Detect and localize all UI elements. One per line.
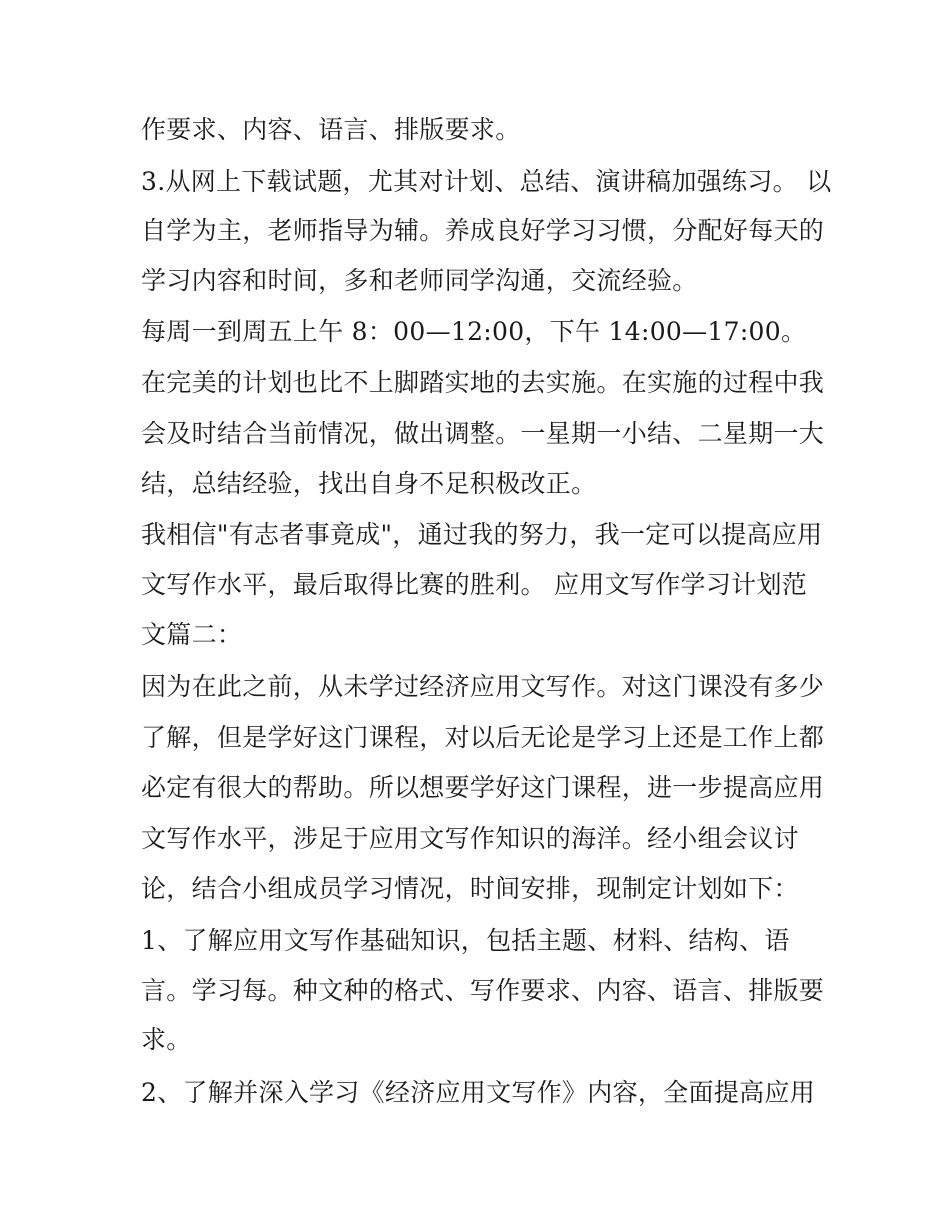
- text-line: 了解，但是学好这门课程，对以后无论是学习上还是工作上都: [141, 723, 825, 752]
- text-line: 会及时结合当前情况，做出调整。一星期一小结、二星期一大: [141, 419, 825, 448]
- text-line: 每周一到周五上午 8：00—12:00，下午 14:00—17:00。: [141, 317, 807, 346]
- text-line: 作要求、内容、语言、排版要求。: [141, 115, 521, 144]
- text-line: 论，结合小组成员学习情况，时间安排，现制定计划如下：: [141, 874, 799, 903]
- text-line: 我相信"有志者事竟成"，通过我的努力，我一定可以提高应用: [141, 520, 823, 549]
- text-line: 因为在此之前，从未学过经济应用文写作。对这门课没有多少: [141, 672, 825, 701]
- text-line: 文写作水平，最后取得比赛的胜利。 应用文写作学习计划范: [141, 570, 808, 599]
- text-line: 2、了解并深入学习《经济应用文写作》内容，全面提高应用: [141, 1078, 816, 1107]
- text-line: 1、了解应用文写作基础知识，包括主题、材料、结构、语: [141, 926, 790, 955]
- text-line: 自学为主，老师指导为辅。养成良好学习习惯，分配好每天的: [141, 216, 825, 245]
- text-line: 文篇二：: [141, 620, 243, 649]
- text-line: 文写作水平，涉足于应用文写作知识的海洋。经小组会议讨: [141, 824, 799, 853]
- text-line: 3.从网上下载试题，尤其对计划、总结、演讲稿加强练习。 以: [141, 167, 832, 196]
- text-line: 言。学习每。种文种的格式、写作要求、内容、语言、排版要: [141, 976, 825, 1005]
- text-line: 求。: [141, 1025, 192, 1054]
- text-line: 在完美的计划也比不上脚踏实地的去实施。在实施的过程中我: [141, 368, 825, 397]
- text-line: 学习内容和时间，多和老师同学沟通，交流经验。: [141, 266, 698, 295]
- text-line: 结，总结经验，找出自身不足积极改正。: [141, 469, 597, 498]
- text-line: 必定有很大的帮助。所以想要学好这门课程，进一步提高应用: [141, 773, 825, 802]
